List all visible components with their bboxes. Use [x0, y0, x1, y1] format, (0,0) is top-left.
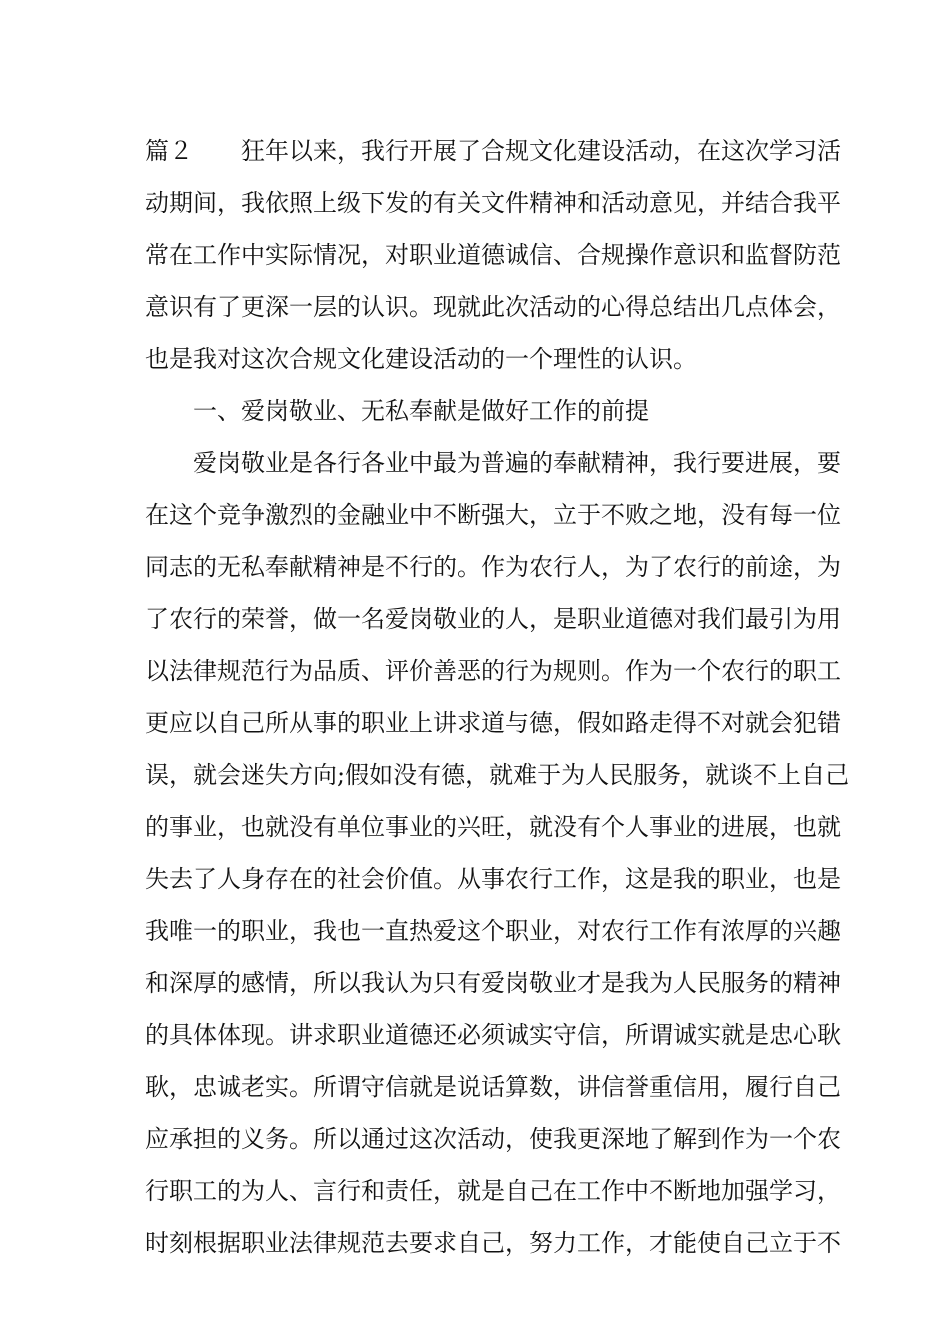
paragraph-line: 以法律规范行为品质、评价善恶的行为规则。作为一个农行的职工: [145, 657, 841, 685]
paragraph-line: 误，就会迷失方向;假如没有德，就难于为人民服务，就谈不上自己: [145, 761, 850, 789]
section-heading: 一、爱岗敬业、无私奉献是做好工作的前提: [193, 397, 649, 425]
paragraph-line: 失去了人身存在的社会价值。从事农行工作，这是我的职业，也是: [145, 865, 841, 893]
paragraph-line: 篇２ 狂年以来，我行开展了合规文化建设活动，在这次学习活: [145, 137, 841, 165]
paragraph-line: 和深厚的感情，所以我认为只有爱岗敬业才是我为人民服务的精神: [145, 969, 841, 997]
paragraph-line: 应承担的义务。所以通过这次活动，使我更深地了解到作为一个农: [145, 1125, 841, 1153]
paragraph-line: 耿，忠诚老实。所谓守信就是说话算数，讲信誉重信用，履行自己: [145, 1073, 841, 1101]
paragraph-line: 了农行的荣誉，做一名爱岗敬业的人，是职业道德对我们最引为用: [145, 605, 841, 633]
paragraph-line: 爱岗敬业是各行各业中最为普遍的奉献精神，我行要进展，要: [193, 449, 841, 477]
paragraph-line: 同志的无私奉献精神是不行的。作为农行人，为了农行的前途，为: [145, 553, 841, 581]
paragraph-line: 我唯一的职业，我也一直热爱这个职业，对农行工作有浓厚的兴趣: [145, 917, 841, 945]
paragraph-line: 在这个竞争激烈的金融业中不断强大，立于不败之地，没有每一位: [145, 501, 841, 529]
paragraph-line: 常在工作中实际情况，对职业道德诚信、合规操作意识和监督防范: [145, 241, 841, 269]
paragraph-line: 时刻根据职业法律规范去要求自己，努力工作，才能使自己立于不: [145, 1229, 841, 1257]
paragraph-line: 的事业，也就没有单位事业的兴旺，就没有个人事业的进展，也就: [145, 813, 841, 841]
paragraph-line: 动期间，我依照上级下发的有关文件精神和活动意见，并结合我平: [145, 189, 841, 217]
paragraph-line: 更应以自己所从事的职业上讲求道与德，假如路走得不对就会犯错: [145, 709, 841, 737]
paragraph-line: 也是我对这次合规文化建设活动的一个理性的认识。: [145, 345, 697, 373]
paragraph-line: 行职工的为人、言行和责任，就是自己在工作中不断地加强学习，: [145, 1177, 841, 1205]
paragraph-line: 的具体体现。讲求职业道德还必须诚实守信，所谓诚实就是忠心耿: [145, 1021, 841, 1049]
paragraph-line: 意识有了更深一层的认识。现就此次活动的心得总结出几点体会，: [145, 293, 841, 321]
